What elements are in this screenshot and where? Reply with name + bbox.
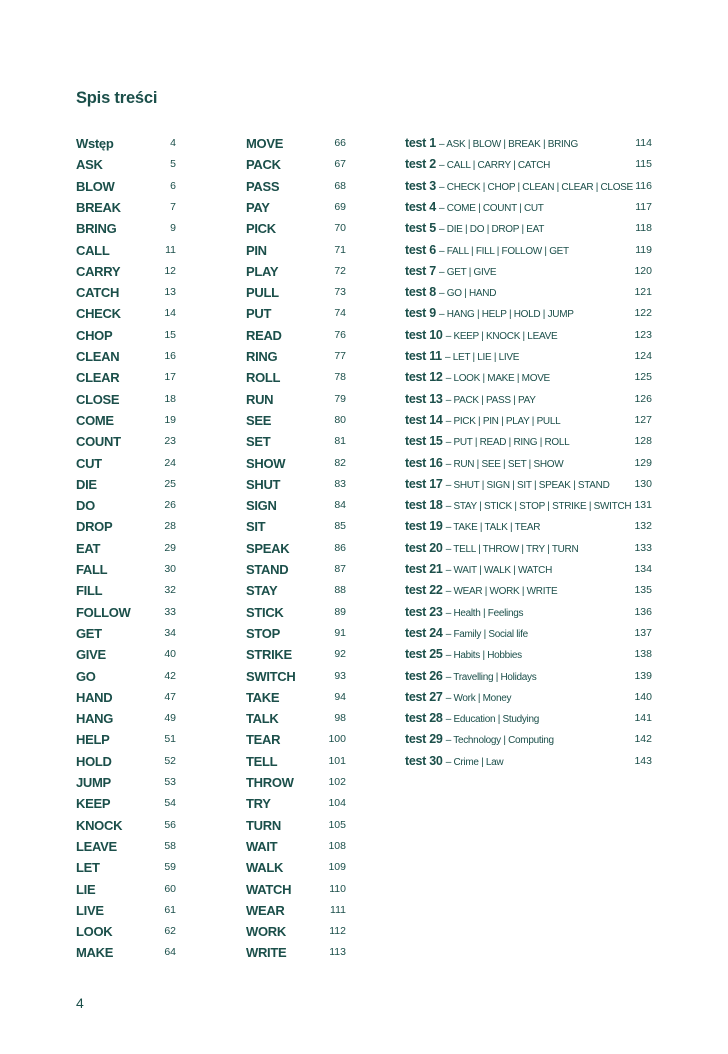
toc-entry-label xyxy=(405,325,557,347)
toc-entry-page: 19 xyxy=(164,413,176,426)
toc-entry-page: 64 xyxy=(164,946,176,959)
toc-entry-page: 32 xyxy=(164,584,176,597)
toc-entry-page: 24 xyxy=(164,456,176,469)
toc-entry-page: 115 xyxy=(635,158,652,171)
test-topics: – WEAR | WORK | WRITE xyxy=(445,586,558,598)
toc-entry-label: WALK xyxy=(246,860,284,876)
test-topics: – Crime | Law xyxy=(445,756,504,768)
toc-entry-label: PLAY xyxy=(246,263,279,279)
toc-entry-label xyxy=(405,623,528,645)
toc-entry-page: 6 xyxy=(170,179,176,192)
toc-entry-page: 98 xyxy=(334,712,346,725)
page-title: Spis treści xyxy=(76,89,158,107)
toc-entry-label xyxy=(405,580,557,602)
test-topics: – Family | Social life xyxy=(445,628,528,640)
toc-entry-label: FILL xyxy=(76,583,103,599)
toc-entry-label: STOP xyxy=(246,625,280,641)
test-topics: – STAY | STICK | STOP | STRIKE | SWITCH xyxy=(445,501,632,513)
toc-entry-label: STAY xyxy=(246,583,278,599)
toc-entry-label: FOLLOW xyxy=(76,604,131,620)
toc-entry-label xyxy=(405,218,544,240)
toc-entry-page: 18 xyxy=(164,392,176,405)
toc-entry-label: CLEAN xyxy=(76,349,120,364)
toc-entry-page: 15 xyxy=(164,328,176,341)
toc-entry-page: 91 xyxy=(334,626,346,639)
test-title: test 24 xyxy=(405,625,443,640)
toc-entry-page: 123 xyxy=(634,328,652,341)
test-topics: – Work | Money xyxy=(445,692,512,704)
toc-entry-page: 114 xyxy=(635,137,652,149)
toc-entry-page: 56 xyxy=(164,818,176,831)
test-title: test 6 xyxy=(405,242,436,257)
toc-entry-label: DROP xyxy=(76,519,113,535)
toc-entry-label: READ xyxy=(246,327,282,343)
toc-entry-label: PULL xyxy=(246,285,279,301)
toc-entry-page: 112 xyxy=(329,925,346,938)
toc-entry-page: 34 xyxy=(164,626,176,639)
toc-entry-page: 105 xyxy=(328,818,346,831)
toc-entry-page: 88 xyxy=(334,584,346,597)
test-topics: – CHECK | CHOP | CLEAN | CLEAR | CLOSE xyxy=(439,181,633,193)
toc-entry-label: CUT xyxy=(76,455,102,471)
toc-entry-label: STRIKE xyxy=(246,647,292,663)
test-title: test 7 xyxy=(405,263,436,278)
toc-entry-page: 42 xyxy=(164,669,176,682)
toc-entry-label xyxy=(405,729,554,751)
toc-entry-page: 49 xyxy=(164,712,176,725)
test-topics: – SHUT | SIGN | SIT | SPEAK | STAND xyxy=(445,479,610,491)
toc-entry-page: 108 xyxy=(328,839,346,852)
toc-entry-label: PACK xyxy=(246,157,281,173)
toc-entry-label: PUT xyxy=(246,306,272,322)
toc-entry-page: 70 xyxy=(334,222,346,235)
toc-entry-label: Wstęp xyxy=(76,136,114,151)
test-title: test 15 xyxy=(405,434,443,449)
test-title: test 19 xyxy=(405,519,443,534)
toc-entry-page: 138 xyxy=(634,648,652,661)
toc-entry-page: 47 xyxy=(164,690,176,703)
toc-entry-label: SPEAK xyxy=(246,540,290,556)
toc-entry-label: SHUT xyxy=(246,476,281,492)
test-topics: – COME | COUNT | CUT xyxy=(439,202,544,214)
test-title: test 30 xyxy=(405,753,443,768)
toc-entry-page: 132 xyxy=(634,520,652,533)
toc-entry-page: 52 xyxy=(164,754,176,767)
toc-entry-label: SEE xyxy=(246,412,272,428)
test-title: test 14 xyxy=(405,412,443,427)
toc-entry-label: ROLL xyxy=(246,370,281,386)
test-title: test 3 xyxy=(405,178,436,193)
test-title: test 21 xyxy=(405,562,443,576)
toc-entry-page: 71 xyxy=(334,243,346,256)
toc-entry-page: 94 xyxy=(334,690,346,703)
toc-entry-page: 117 xyxy=(635,200,652,213)
toc-entry-page: 121 xyxy=(634,286,652,299)
test-topics: – TELL | THROW | TRY | TURN xyxy=(445,543,579,555)
toc-entry-page: 16 xyxy=(164,350,176,362)
test-title: test 28 xyxy=(405,711,443,726)
test-topics: – Education | Studying xyxy=(445,714,539,726)
toc-entry-page: 92 xyxy=(334,648,346,661)
test-topics: – GO | HAND xyxy=(439,288,497,300)
test-topics: – RUN | SEE | SET | SHOW xyxy=(445,458,564,470)
toc-entry-page: 101 xyxy=(328,754,346,767)
toc-entry-page: 82 xyxy=(334,456,346,469)
test-topics: – Technology | Computing xyxy=(445,735,554,747)
toc-entry-label: DO xyxy=(76,498,95,514)
toc-entry-page: 40 xyxy=(164,648,176,661)
test-title: test 1 xyxy=(405,136,436,150)
toc-entry-label: GO xyxy=(76,668,96,684)
toc-entry-label xyxy=(405,154,550,176)
toc-entry-page: 73 xyxy=(334,286,346,299)
test-topics: – Travelling | Holidays xyxy=(445,671,537,683)
toc-entry-page: 126 xyxy=(634,392,652,405)
toc-entry-page: 77 xyxy=(334,350,346,362)
toc-entry-page: 86 xyxy=(334,541,346,554)
toc-entry-page: 104 xyxy=(328,797,346,810)
test-title: test 2 xyxy=(405,157,436,172)
toc-entry-label: CALL xyxy=(76,242,110,258)
toc-entry-label xyxy=(405,389,536,411)
toc-entry-label xyxy=(405,516,540,538)
test-topics: – CALL | CARRY | CATCH xyxy=(439,160,551,172)
test-title: test 4 xyxy=(405,199,436,214)
test-title: test 17 xyxy=(405,476,443,491)
toc-entry-page: 143 xyxy=(634,754,652,767)
toc-entry-page: 4 xyxy=(170,137,176,149)
toc-entry-label: BLOW xyxy=(76,178,115,194)
toc-entry-page: 14 xyxy=(164,307,176,320)
toc-entry-label xyxy=(405,602,523,624)
toc-entry-page: 53 xyxy=(164,776,176,788)
toc-entry-page: 127 xyxy=(634,413,652,426)
toc-entry-page: 7 xyxy=(170,200,176,213)
toc-entry-page: 25 xyxy=(164,477,176,490)
toc-entry-label: PASS xyxy=(246,178,280,194)
toc-entry-page: 80 xyxy=(334,413,346,426)
test-title: test 26 xyxy=(405,668,443,683)
test-topics: – GET | GIVE xyxy=(439,266,497,278)
toc-entry-label: HAND xyxy=(76,689,113,705)
toc-entry-page: 26 xyxy=(164,499,176,512)
toc-entry-label xyxy=(405,133,578,155)
toc-entry-page: 11 xyxy=(165,243,176,256)
toc-entry-label: LIE xyxy=(76,881,96,897)
toc-entry-label: HANG xyxy=(76,711,114,727)
toc-entry-label: RUN xyxy=(246,391,274,407)
toc-entry-page: 136 xyxy=(634,605,652,618)
toc-entry-label: TEAR xyxy=(246,732,281,748)
toc-entry-page: 28 xyxy=(164,520,176,533)
toc-entry-page: 84 xyxy=(334,499,346,512)
toc-entry-label: WEAR xyxy=(246,902,285,918)
test-title: test 16 xyxy=(405,455,443,470)
toc-entry-label: WRITE xyxy=(246,945,287,961)
toc-entry-page: 83 xyxy=(334,477,346,490)
test-topics: – LET | LIE | LIVE xyxy=(445,352,520,363)
toc-entry-label: BREAK xyxy=(76,199,121,215)
toc-entry-label: HELP xyxy=(76,732,110,748)
toc-entry-label xyxy=(405,495,631,517)
toc-entry-label xyxy=(405,303,574,325)
toc-entry-label xyxy=(405,708,539,730)
toc-entry-page: 120 xyxy=(634,264,652,277)
test-title: test 9 xyxy=(405,306,436,321)
toc-entry-label xyxy=(405,261,496,283)
toc-entry-label xyxy=(405,538,578,560)
toc-entry-label: LEAVE xyxy=(76,838,117,854)
toc-entry-label xyxy=(405,687,511,709)
toc-entry-label: CARRY xyxy=(76,263,121,279)
toc-entry-page: 5 xyxy=(170,158,176,171)
toc-entry-page: 29 xyxy=(164,541,176,554)
test-topics: – PUT | READ | RING | ROLL xyxy=(445,437,570,449)
toc-entry-label xyxy=(405,282,496,304)
test-title: test 12 xyxy=(405,370,443,385)
toc-entry-label: FALL xyxy=(76,562,108,577)
test-title: test 29 xyxy=(405,732,443,747)
toc-entry-label xyxy=(405,666,536,688)
toc-entry-page: 69 xyxy=(334,200,346,213)
toc-entry-page: 140 xyxy=(634,690,652,703)
toc-entry-label xyxy=(405,559,552,581)
toc-entry-label xyxy=(405,240,569,262)
toc-entry-page: 74 xyxy=(334,307,346,320)
toc-entry-page: 89 xyxy=(334,605,346,618)
toc-entry-label: LOOK xyxy=(76,924,113,940)
toc-entry-label: SHOW xyxy=(246,455,286,471)
toc-entry-label: COUNT xyxy=(76,434,121,450)
test-title: test 27 xyxy=(405,689,443,704)
toc-entry-label: LET xyxy=(76,860,100,876)
toc-entry-label: KEEP xyxy=(76,796,111,812)
test-title: test 13 xyxy=(405,391,443,406)
toc-entry-page: 142 xyxy=(634,733,652,746)
toc-entry-label: SIGN xyxy=(246,498,277,514)
toc-entry-page: 76 xyxy=(334,328,346,341)
toc-entry-label: EAT xyxy=(76,540,101,556)
toc-entry-label xyxy=(405,346,519,368)
toc-entry-page: 122 xyxy=(634,307,652,320)
toc-entry-label: CLOSE xyxy=(76,391,120,407)
toc-entry-page: 87 xyxy=(334,563,346,575)
toc-entry-page: 58 xyxy=(164,839,176,852)
test-topics: – KEEP | KNOCK | LEAVE xyxy=(445,330,558,342)
toc-entry-label: WORK xyxy=(246,924,286,940)
test-topics: – LOOK | MAKE | MOVE xyxy=(445,373,550,385)
toc-entry-page: 85 xyxy=(334,520,346,533)
toc-entry-label: STAND xyxy=(246,562,289,577)
test-title: test 18 xyxy=(405,498,443,513)
toc-entry-page: 9 xyxy=(170,222,176,235)
toc-entry-page: 119 xyxy=(635,243,652,256)
toc-entry-label: TELL xyxy=(246,753,278,769)
toc-entry-page: 33 xyxy=(164,605,176,618)
toc-entry-label: WATCH xyxy=(246,881,292,897)
toc-entry-label xyxy=(405,474,610,496)
toc-entry-page: 93 xyxy=(334,669,346,682)
toc-entry-page: 30 xyxy=(164,563,176,575)
toc-entry-label xyxy=(405,751,503,773)
toc-entry-page: 113 xyxy=(329,946,346,959)
test-title: test 5 xyxy=(405,221,436,236)
toc-entry-page: 116 xyxy=(635,179,652,192)
toc-entry-page: 13 xyxy=(164,286,176,299)
toc-entry-label: MOVE xyxy=(246,136,284,151)
test-topics: – TAKE | TALK | TEAR xyxy=(445,522,541,534)
test-title: test 22 xyxy=(405,583,443,598)
test-title: test 8 xyxy=(405,285,436,300)
toc-entry-label: CHECK xyxy=(76,306,121,322)
toc-entry-page: 118 xyxy=(635,222,652,235)
toc-entry-page: 62 xyxy=(164,925,176,938)
toc-entry-page: 72 xyxy=(334,264,346,277)
toc-entry-label xyxy=(405,367,550,389)
toc-entry-page: 141 xyxy=(634,712,652,725)
toc-entry-label: RING xyxy=(246,349,278,364)
toc-entry-label: JUMP xyxy=(76,775,111,790)
test-topics: – HANG | HELP | HOLD | JUMP xyxy=(439,309,574,321)
toc-entry-label: TRY xyxy=(246,796,271,812)
toc-entry-label: ASK xyxy=(76,157,103,173)
toc-entry-page: 125 xyxy=(634,371,652,384)
toc-entry-page: 100 xyxy=(328,733,346,746)
toc-entry-label: MAKE xyxy=(76,945,114,961)
toc-entry-label: CLEAR xyxy=(76,370,120,386)
toc-entry-label xyxy=(405,197,544,219)
toc-entry-page: 135 xyxy=(634,584,652,597)
toc-entry-page: 61 xyxy=(164,903,176,916)
toc-entry-page: 67 xyxy=(334,158,346,171)
test-topics: – FALL | FILL | FOLLOW | GET xyxy=(439,245,569,257)
test-title: test 25 xyxy=(405,647,443,662)
toc-entry-page: 81 xyxy=(334,435,346,448)
toc-entry-label xyxy=(405,410,560,432)
toc-entry-label: THROW xyxy=(246,775,294,790)
toc-entry-page: 23 xyxy=(164,435,176,448)
toc-entry-page: 110 xyxy=(329,882,346,895)
toc-entry-label: PICK xyxy=(246,221,276,237)
toc-entry-page: 129 xyxy=(634,456,652,469)
test-topics: – PACK | PASS | PAY xyxy=(445,394,536,406)
toc-entry-label: DIE xyxy=(76,476,97,492)
toc-entry-label: GET xyxy=(76,625,102,641)
toc-entry-label: CHOP xyxy=(76,327,113,343)
toc-entry-page: 134 xyxy=(634,563,652,575)
toc-entry-label: TALK xyxy=(246,711,279,727)
toc-entry-page: 111 xyxy=(330,903,346,916)
page-number: 4 xyxy=(76,995,84,1011)
toc-entry-page: 128 xyxy=(634,435,652,448)
toc-entry-page: 131 xyxy=(634,499,652,512)
toc-entry-page: 60 xyxy=(164,882,176,895)
toc-entry-page: 133 xyxy=(634,541,652,554)
toc-entry-label: SIT xyxy=(246,519,266,535)
test-topics: – Health | Feelings xyxy=(445,607,524,619)
toc-entry-page: 51 xyxy=(164,733,176,746)
test-title: test 11 xyxy=(405,349,442,363)
test-topics: – ASK | BLOW | BREAK | BRING xyxy=(439,139,578,150)
test-topics: – Habits | Hobbies xyxy=(445,650,522,662)
toc-entry-label: WAIT xyxy=(246,838,278,854)
toc-entry-page: 68 xyxy=(334,179,346,192)
test-title: test 10 xyxy=(405,327,443,342)
toc-entry-label xyxy=(405,176,633,198)
toc-entry-page: 78 xyxy=(334,371,346,384)
toc-entry-label: KNOCK xyxy=(76,817,123,833)
toc-entry-page: 124 xyxy=(634,350,652,362)
toc-entry-label: PAY xyxy=(246,199,270,215)
toc-entry-label: PIN xyxy=(246,242,267,258)
toc-entry-label: LIVE xyxy=(76,902,104,918)
toc-entry-label: STICK xyxy=(246,604,284,620)
toc-entry-page: 109 xyxy=(328,861,346,874)
toc-entry-label: TURN xyxy=(246,817,281,833)
toc-entry-label xyxy=(405,644,522,666)
test-topics: – DIE | DO | DROP | EAT xyxy=(439,224,545,236)
toc-entry-page: 137 xyxy=(634,626,652,639)
test-topics: – PICK | PIN | PLAY | PULL xyxy=(445,415,561,427)
toc-entry-label: CATCH xyxy=(76,285,120,301)
toc-entry-page: 59 xyxy=(164,861,176,874)
test-title: test 23 xyxy=(405,604,443,619)
toc-entry-label: TAKE xyxy=(246,689,280,705)
toc-entry-label: SWITCH xyxy=(246,668,296,684)
toc-entry-page: 12 xyxy=(164,264,176,277)
toc-entry-label: HOLD xyxy=(76,753,112,769)
toc-entry-page: 102 xyxy=(328,776,346,788)
toc-entry-label xyxy=(405,431,569,453)
toc-entry-page: 54 xyxy=(164,797,176,810)
test-title: test 20 xyxy=(405,540,443,555)
toc-entry-label: SET xyxy=(246,434,271,450)
toc-entry-page: 130 xyxy=(634,477,652,490)
toc-entry-page: 139 xyxy=(634,669,652,682)
toc-entry-page: 66 xyxy=(334,137,346,149)
toc-entry-label: GIVE xyxy=(76,647,106,663)
toc-entry-label: COME xyxy=(76,412,114,428)
toc-entry-label: BRING xyxy=(76,221,117,237)
toc-entry-label xyxy=(405,453,563,475)
test-topics: – WAIT | WALK | WATCH xyxy=(445,565,553,576)
toc-entry-page: 17 xyxy=(164,371,176,384)
toc-entry-page: 79 xyxy=(334,392,346,405)
